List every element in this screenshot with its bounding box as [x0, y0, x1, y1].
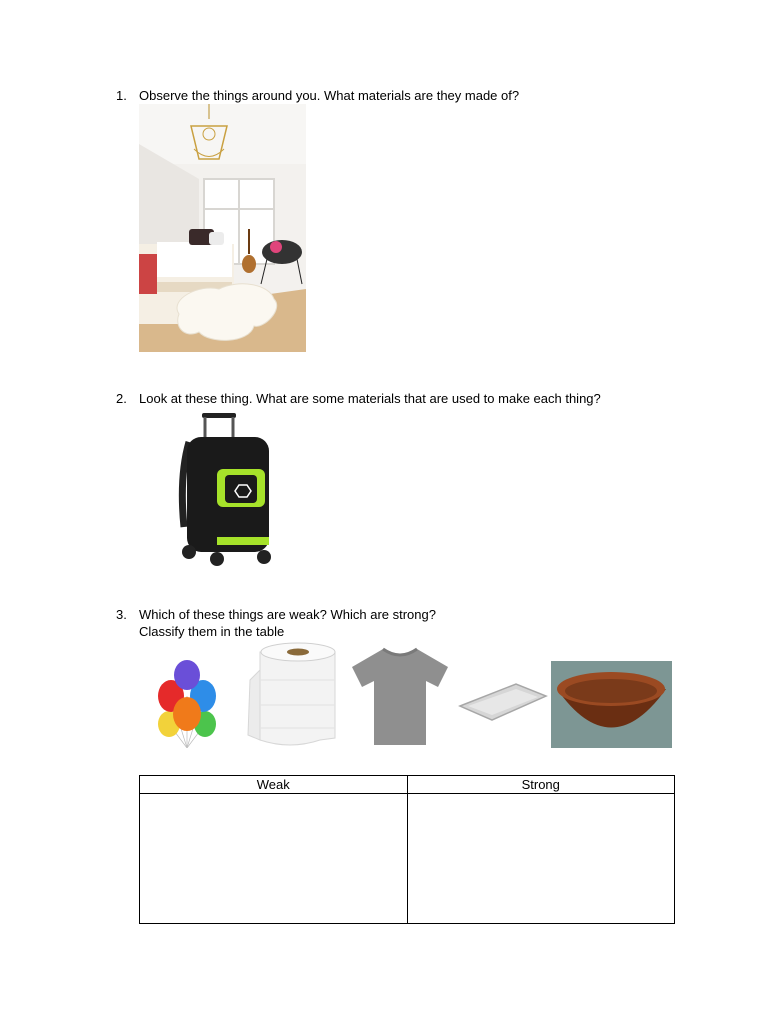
strong-cell[interactable] — [407, 794, 675, 924]
wooden-bowl-photo — [551, 661, 672, 748]
grey-tshirt-photo — [348, 645, 452, 748]
bedroom-photo — [139, 104, 306, 352]
weak-cell[interactable] — [140, 794, 408, 924]
question-number: 3. — [116, 607, 127, 622]
question-text: Which of these things are weak? Which are strong? — [139, 607, 436, 622]
rolling-backpack-photo — [139, 407, 309, 569]
question-subtext: Classify them in the table — [139, 624, 285, 639]
table-header-row — [140, 776, 675, 794]
header-weak: Weak — [140, 776, 408, 794]
question-text: Observe the things around you. What materials are they made of? — [139, 88, 520, 103]
question-2 — [116, 390, 601, 407]
header-strong: Strong — [407, 776, 675, 794]
question-number: 2. — [116, 391, 127, 406]
classification-table — [139, 775, 675, 924]
table-row — [140, 794, 675, 924]
question-text: Look at these thing. What are some materials that are used to make each thing? — [139, 391, 601, 406]
metal-tray-photo — [456, 676, 548, 726]
balloons-photo — [139, 656, 234, 748]
question-3 — [116, 606, 436, 640]
question-1 — [116, 87, 519, 104]
question-number: 1. — [116, 88, 127, 103]
paper-towel-roll-photo — [240, 640, 340, 748]
